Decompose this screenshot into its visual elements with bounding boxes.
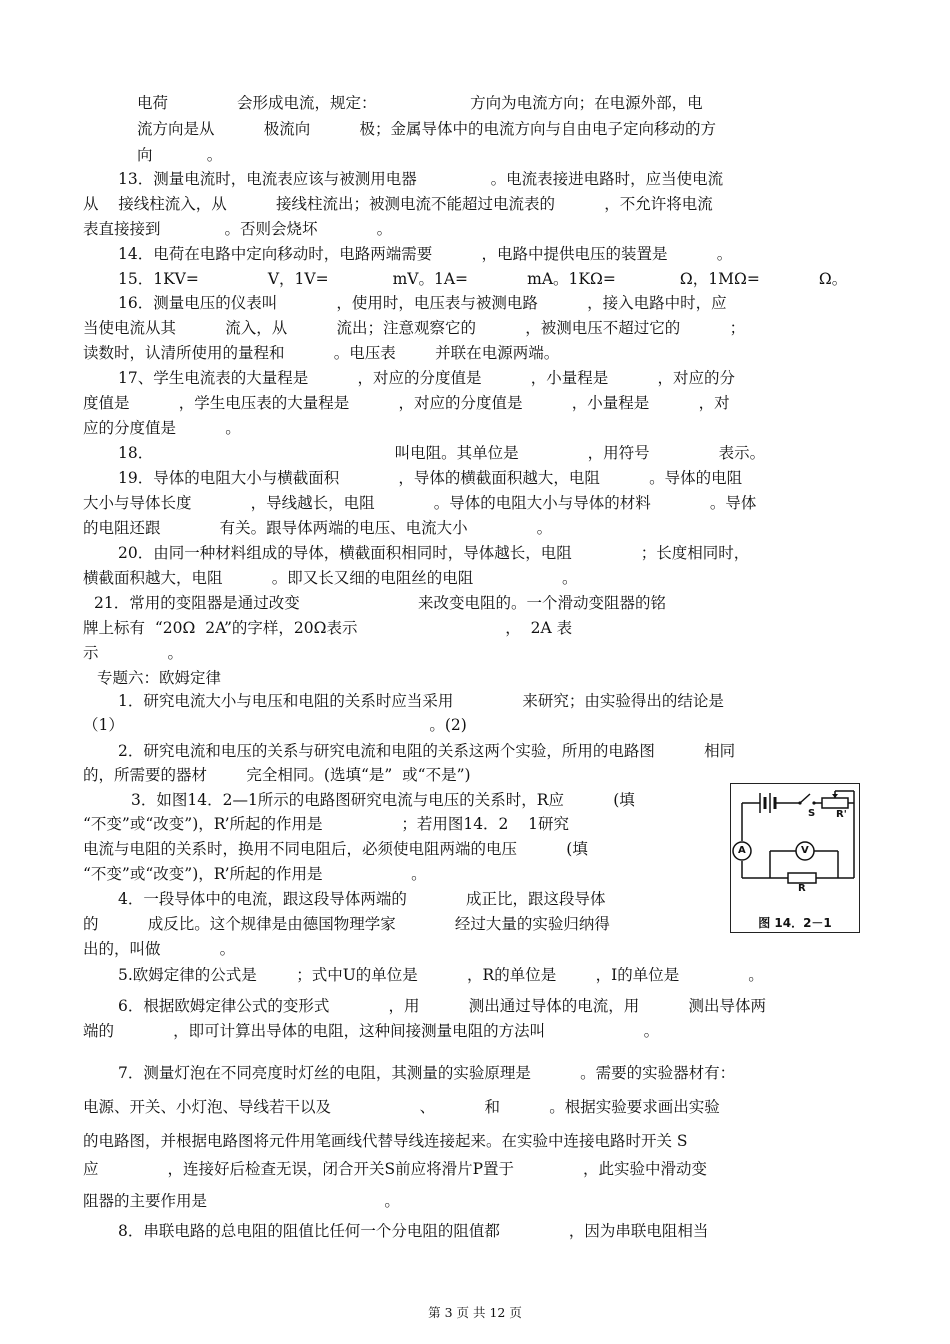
text-line: 5.欧姆定律的公式是 ；式中U的单位是 ，R的单位是 ，I的单位是 。 xyxy=(118,966,764,984)
text-line: 阻器的主要作用是 。 xyxy=(83,1192,400,1210)
text-line: 16．测量电压的仪表叫 ，使用时，电压表与被测电路 ，接入电路中时，应 xyxy=(118,294,727,312)
text-line: 的，所需要的器材 完全相同。(选填“是” 或“不是”) xyxy=(83,766,471,784)
text-line: 8．串联电路的总电阻的阻值比任何一个分电阻的阻值都 ，因为串联电阻相当 xyxy=(118,1222,709,1240)
text-line: （1） 。(2) xyxy=(83,716,467,734)
text-line: 20．由同一种材料组成的导体，横截面积相同时，导体越长，电阻 ；长度相同时， xyxy=(118,544,750,562)
text-line: 向 。 xyxy=(137,146,223,164)
text-line: 横截面积越大，电阻 。即又长又细的电阻丝的电阻 。 xyxy=(83,569,578,587)
text-line: 18． 叫电阻。其单位是 ，用符号 表示。 xyxy=(118,444,766,462)
text-line: 19．导体的电阻大小与横截面积 ，导体的横截面积越大，电阻 。导体的电阻 xyxy=(118,469,743,487)
rheostat-label: R' xyxy=(836,809,847,820)
voltmeter-label: V xyxy=(801,845,809,856)
text-line: 7．测量灯泡在不同亮度时灯丝的电阻，其测量的实验原理是 。需要的实验器材有： xyxy=(118,1064,736,1082)
text-line: 的 成反比。这个规律是由德国物理学家 经过大量的实验归纳得 xyxy=(83,915,610,933)
text-line: “不变”或“改变”)，R’所起的作用是 ；若用图14．2 1研究 xyxy=(83,815,569,833)
circuit-diagram xyxy=(730,783,860,933)
switch-label: S xyxy=(808,808,816,819)
text-line: 专题六：欧姆定律 xyxy=(97,669,222,687)
text-line: 示 。 xyxy=(83,644,183,662)
text-line: 电源、开关、小灯泡、导线若干以及 、 和 。根据实验要求画出实验 xyxy=(83,1098,720,1116)
text-line: 当使电流从其 流入，从 流出；注意观察它的 ，被测电压不超过它的 ； xyxy=(83,319,746,337)
text-line: 应 ，连接好后检查无误，闭合开关S前应将滑片P置于 ，此实验中滑动变 xyxy=(83,1160,708,1178)
resistor-label: R xyxy=(798,883,806,894)
text-line: 的电阻还跟 有关。跟导体两端的电压、电流大小 。 xyxy=(83,519,553,537)
text-line: 4．一段导体中的电流，跟这段导体两端的 成正比，跟这段导体 xyxy=(118,890,606,908)
text-line: 的电路图，并根据电路图将元件用笔画线代替导线连接起来。在实验中连接电路时开关 S xyxy=(83,1132,688,1150)
text-line: 牌上标有 “20Ω 2A”的字样，20Ω表示 ， 2A 表 xyxy=(83,619,573,637)
text-line: 1．研究电流大小与电压和电阻的关系时应当采用 来研究；由实验得出的结论是 xyxy=(118,692,724,710)
text-line: 流方向是从 极流向 极；金属导体中的电流方向与自由电子定向移动的方 xyxy=(137,120,717,138)
text-line: 读数时，认清所使用的量程和 。电压表 并联在电源两端。 xyxy=(83,344,560,362)
text-line: “不变”或“改变”)，R’所起的作用是 。 xyxy=(83,865,427,883)
text-line: 21．常用的变阻器是通过改变 来改变电阻的。一个滑动变阻器的铭 xyxy=(94,594,666,612)
text-line: 从 接线柱流入，从 接线柱流出；被测电流不能超过电流表的 ，不允许将电流 xyxy=(83,195,713,213)
ammeter-label: A xyxy=(738,845,746,856)
circuit-figure xyxy=(730,783,860,933)
text-line: 15．1KV= V，1V= mV。1A= mA。1KΩ= Ω，1MΩ= Ω。 xyxy=(118,270,848,288)
text-line: 13．测量电流时，电流表应该与被测用电器 。电流表接进电路时，应当使电流 xyxy=(118,170,724,188)
text-line: 2．研究电流和电压的关系与研究电流和电阻的关系这两个实验，所用的电路图 相同 xyxy=(118,742,736,760)
text-line: 电荷 会形成电流，规定： 方向为电流方向；在电源外部，电 xyxy=(137,94,703,112)
text-line: 电流与电阻的关系时，换用不同电阻后，必须使电阻两端的电压 (填 xyxy=(83,840,588,858)
figure-caption: 图 14．2－1 xyxy=(758,916,832,930)
text-line: 表直接接到 。否则会烧坏 。 xyxy=(83,220,393,238)
text-line: 3．如图14．2—1所示的电路图研究电流与电压的关系时，R应 (填 xyxy=(131,791,635,809)
text-line: 出的，叫做 。 xyxy=(83,940,236,958)
page-footer: 第 3 页 共 12 页 xyxy=(428,1305,522,1320)
text-line: 大小与导体长度 ，导线越长，电阻 。导体的电阻大小与导体的材料 。导体 xyxy=(83,494,757,512)
text-line: 6．根据欧姆定律公式的变形式 ，用 测出通过导体的电流，用 测出导体两 xyxy=(118,997,767,1015)
text-line: 14．电荷在电路中定向移动时，电路两端需要 ，电路中提供电压的装置是 。 xyxy=(118,245,733,263)
text-line: 端的 ，即可计算出导体的电阻，这种间接测量电阻的方法叫 。 xyxy=(83,1022,660,1040)
text-line: 17、学生电流表的大量程是 ，对应的分度值是 ，小量程是 ，对应的分 xyxy=(118,369,736,387)
text-line: 度值是 ，学生电压表的大量程是 ，对应的分度值是 ，小量程是 ，对 xyxy=(83,394,730,412)
text-line: 应的分度值是 。 xyxy=(83,419,241,437)
